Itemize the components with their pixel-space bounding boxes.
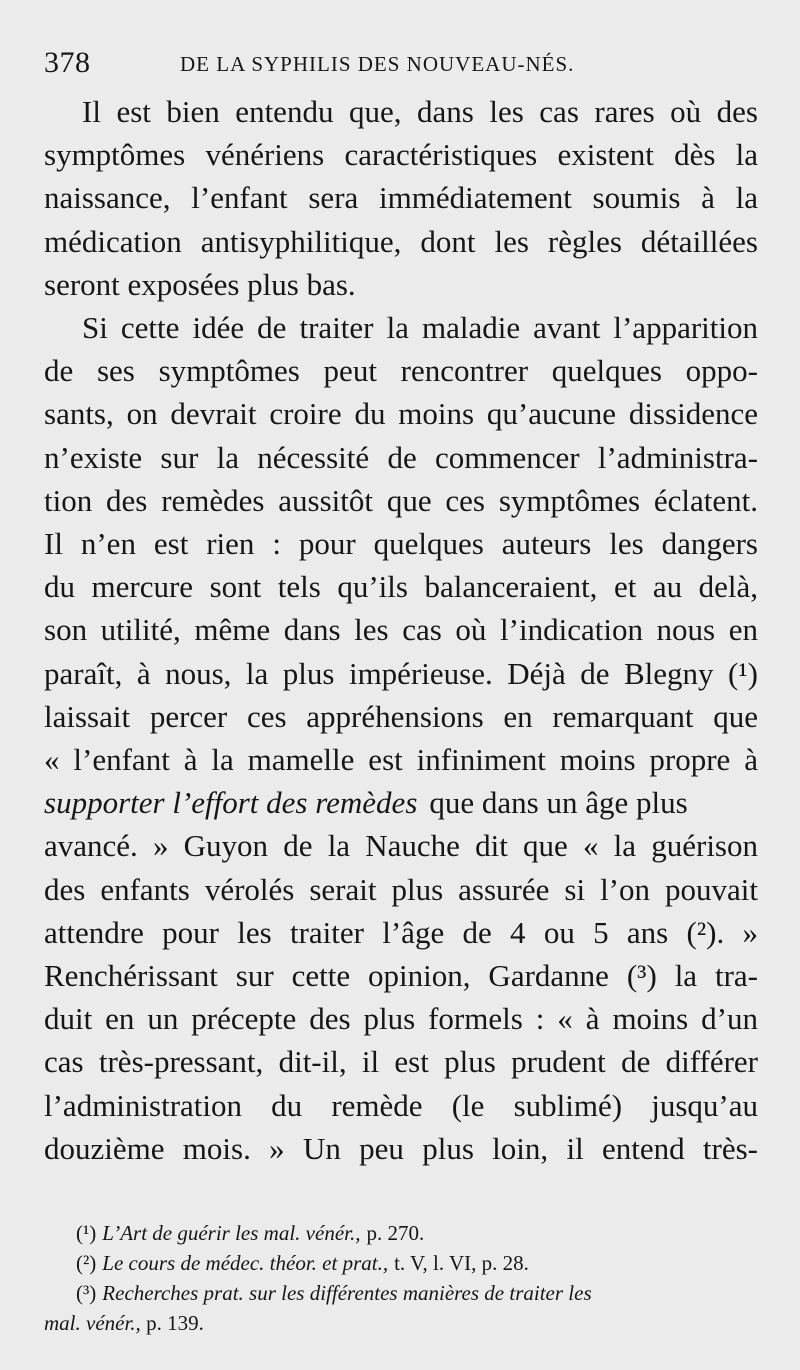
text-line: attendre pour les traiter l’âge de 4 ou 5 ans (²). »: [44, 914, 758, 950]
running-head: [44, 40, 758, 84]
text-line-italic: supporter l’effort des remèdes que dans un âge plus: [44, 781, 758, 824]
text-line: seront exposées plus bas.: [44, 266, 356, 302]
footnote-title: Le cours de médec. théor. et prat.,: [102, 1251, 389, 1276]
text-line: son utilité, même dans les cas où l’indication nous en: [44, 612, 758, 648]
text-line: laissait percer ces appréhensions en remarquant que: [44, 698, 758, 734]
text-line: cas très-pressant, dit-il, il est plus prudent de différer: [44, 1044, 758, 1080]
footnote-title-cont: mal. vénér.,: [44, 1311, 141, 1336]
text-line: « l’enfant à la mamelle est infiniment moins propre à: [44, 742, 758, 778]
footnote-3-continued: [44, 1308, 758, 1338]
text-line: avancé. » Guyon de la Nauche dit que « la guérison: [44, 828, 758, 864]
footnote-title: Recherches prat. sur les différentes manières de traiter les: [102, 1281, 592, 1306]
page-number: 378: [44, 46, 91, 79]
text-line: l’administration du remède (le sublimé) jusqu’au: [44, 1087, 758, 1123]
text-line: de ses symptômes peut rencontrer quelques oppo-: [44, 353, 758, 389]
text-line: Il est bien entendu que, dans les cas rares où des: [82, 94, 758, 129]
text-line: du mercure sont tels qu’ils balanceraient, et au delà,: [44, 569, 758, 605]
footnote-2: [44, 1248, 758, 1278]
footnote-ref: p. 270.: [366, 1221, 425, 1246]
text-line: Il n’en est rien : pour quelques auteurs les dangers: [44, 526, 758, 562]
footnote-mark: (¹): [76, 1221, 97, 1246]
footnote-ref: t. V, l. VI, p. 28.: [394, 1251, 529, 1276]
text-line: sants, on devrait croire du moins qu’aucune dissidence: [44, 396, 758, 432]
text-line: Renchérissant sur cette opinion, Gardanne (³) la tra-: [44, 958, 758, 994]
text-line: médication antisyphilitique, dont les règles détaillées: [44, 223, 758, 259]
body-text: [44, 90, 758, 1170]
text-line: n’existe sur la nécessité de commencer l’administra-: [44, 439, 758, 475]
text-line: symptômes vénériens caractéristiques existent dès la: [44, 137, 758, 173]
footnote-3: [44, 1278, 758, 1308]
text-line: duit en un précepte des plus formels : « à moins d’un: [44, 1001, 758, 1037]
text-line: douzième mois. » Un peu plus loin, il entend très-: [44, 1130, 758, 1166]
text-line: naissance, l’enfant sera immédiatement soumis à la: [44, 180, 758, 216]
footnote-title: L’Art de guérir les mal. vénér.,: [102, 1221, 361, 1246]
footnote-mark: (³): [76, 1281, 97, 1306]
footnotes: [44, 1218, 758, 1338]
footnote-1: [44, 1218, 758, 1248]
text-line: Si cette idée de traiter la maladie avant l’apparition: [82, 310, 758, 346]
footnote-separator: [44, 1170, 758, 1210]
italic-quote: supporter l’effort des remèdes: [44, 785, 418, 821]
text-line: des enfants vérolés serait plus assurée si l’on pouvait: [44, 871, 758, 907]
text-line: paraît, à nous, la plus impérieuse. Déjà de Blegny (¹): [44, 655, 758, 691]
running-title: DE LA SYPHILIS DES NOUVEAU-NÉS.: [180, 52, 575, 76]
footnote-ref: p. 139.: [146, 1311, 204, 1336]
text-line: tion des remèdes aussitôt que ces symptômes éclatent.: [44, 482, 758, 518]
footnote-mark: (²): [76, 1251, 97, 1276]
